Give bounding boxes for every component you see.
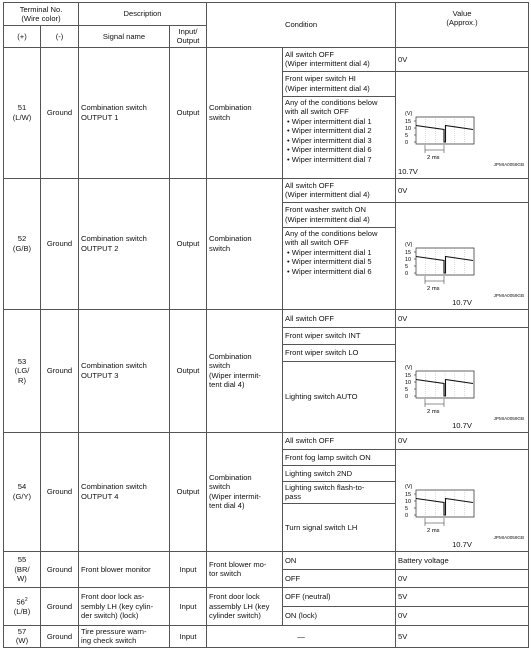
header-condition: Condition [207, 3, 396, 48]
header-minus: (-) [41, 26, 79, 48]
io-cell: Input [170, 625, 207, 647]
signal-name-line: OUTPUT 4 [81, 491, 119, 501]
condition-line: switch [209, 482, 231, 492]
waveform-time-label: 2 ms [427, 154, 440, 161]
condition-item-cell [283, 503, 396, 551]
condition-bullet: • Wiper intermittent dial 1 [285, 117, 393, 126]
condition-item-line: pass [285, 492, 302, 502]
condition-item-cell [283, 587, 396, 606]
table-body [4, 47, 529, 647]
waveform-time-label: 2 ms [427, 408, 440, 415]
waveform-voltage: 10.7V [452, 421, 472, 431]
table-row [4, 625, 529, 647]
value-cell: 0V [396, 47, 529, 71]
waveform-tick-label: 15 [405, 249, 412, 256]
terminal-line: (W) [15, 636, 29, 646]
condition-cell [207, 309, 283, 432]
condition-line: tent dial 4) [209, 501, 245, 511]
signal-name-line: Combination switch [81, 103, 147, 113]
condition-item-line: Front fog lamp switch ON [285, 452, 371, 462]
header-value-line: Value [452, 9, 472, 18]
terminal-line: R) [17, 375, 26, 385]
condition-cell [207, 551, 283, 587]
condition-item-line: (Wiper intermittent dial 4) [285, 83, 370, 93]
header-description: Description [79, 3, 207, 26]
ground-cell: Ground [41, 47, 79, 178]
condition-item-cell [283, 344, 396, 361]
terminal-cell [4, 587, 41, 625]
condition-item-line: (Wiper intermittent dial 4) [285, 59, 370, 69]
terminal-line: 53 [17, 356, 27, 366]
header-io-line: Output [176, 36, 200, 46]
waveform-code: JPMIA0059GB [493, 161, 525, 167]
value-waveform-cell [396, 449, 529, 551]
signal-name-line: OUTPUT 1 [81, 112, 119, 122]
condition-bullet: • Wiper intermittent dial 6 [285, 267, 393, 276]
condition-item-line: (Wiper intermittent dial 4) [285, 190, 370, 200]
condition-item-cell [283, 71, 396, 96]
terminal-line: 54 [17, 482, 27, 492]
waveform-voltage: 10.7V [398, 167, 418, 177]
waveform-unit-label: (V) [405, 483, 413, 490]
waveform-unit-label: (V) [405, 110, 413, 117]
condition-line: (Wiper intermit- [209, 370, 261, 380]
condition-cell [207, 587, 283, 625]
terminal-line: (G/B) [12, 243, 32, 253]
condition-item-cell [283, 202, 396, 227]
value-cell: 5V [396, 625, 529, 647]
value-waveform-cell [396, 202, 529, 309]
condition-cell [207, 178, 283, 309]
io-cell: Output [170, 432, 207, 551]
waveform-tick-label: 15 [405, 491, 412, 498]
signal-name-line: Front blower monitor [81, 564, 151, 574]
header-io [170, 26, 207, 48]
io-cell: Output [170, 309, 207, 432]
condition-item-cell [283, 309, 396, 327]
terminal-line: 52 [17, 234, 27, 244]
terminal-cell [4, 178, 41, 309]
ground-cell: Ground [41, 178, 79, 309]
waveform-tick-label: 5 [405, 386, 409, 393]
condition-item-line: Lighting switch 2ND [285, 468, 353, 478]
condition-item-line: All switch OFF [285, 49, 334, 59]
signal-name-cell [79, 587, 170, 625]
value-cell: 0V [396, 309, 529, 327]
condition-line: switch [209, 243, 231, 253]
condition-line: switch [209, 112, 231, 122]
condition-bullet-list [285, 248, 393, 276]
condition-line: Combination [209, 234, 252, 244]
terminal-superscript: 2 [24, 596, 28, 603]
header-terminal [4, 3, 79, 26]
waveform-unit-label: (V) [405, 364, 413, 371]
terminal-cell [4, 625, 41, 647]
condition-item-line: Any of the conditions below [285, 97, 378, 107]
signal-name-cell [79, 309, 170, 432]
header-terminal-line: (Wire color) [21, 14, 61, 23]
condition-line: Front door lock [209, 592, 260, 602]
waveform-plot [404, 109, 476, 165]
condition-item-line: Any of the conditions below [285, 228, 378, 238]
ground-cell: Ground [41, 625, 79, 647]
terminal-line: 55 [17, 555, 27, 565]
waveform-tick-label: 0 [405, 270, 409, 277]
terminal-color: (L/B) [13, 606, 31, 616]
terminal-line: (G/Y) [12, 491, 32, 501]
signal-name-line: Tire pressure warn- [81, 626, 147, 636]
table-row [4, 432, 529, 449]
waveform-voltage: 10.7V [452, 298, 472, 308]
header-io-text [172, 27, 204, 46]
condition-item-cell [283, 569, 396, 587]
condition-item-line: with all switch OFF [285, 238, 349, 248]
condition-line: Combination [209, 103, 252, 113]
condition-line: assembly LH (key [209, 601, 270, 611]
signal-name-line: OUTPUT 2 [81, 243, 119, 253]
waveform-tick-label: 0 [405, 139, 409, 146]
table-row [4, 309, 529, 327]
io-cell: Input [170, 587, 207, 625]
terminal-cell [4, 551, 41, 587]
ground-cell: Ground [41, 309, 79, 432]
value-cell: 0V [396, 432, 529, 449]
signal-name-line: sembly LH (key cylin- [81, 601, 154, 611]
condition-cell [207, 432, 283, 551]
waveform-plot [404, 363, 476, 419]
condition-item-cell [283, 47, 396, 71]
waveform-tick-label: 5 [405, 505, 409, 512]
condition-item-cell [283, 227, 396, 309]
condition-bullet: • Wiper intermittent dial 7 [285, 155, 393, 164]
header-value [396, 3, 529, 48]
signal-name-line: Combination switch [81, 482, 147, 492]
value-waveform-cell [396, 71, 529, 178]
waveform-tick-label: 10 [405, 256, 412, 263]
terminal-line: (L/W) [12, 112, 32, 122]
table-row [4, 47, 529, 71]
table-row [4, 551, 529, 569]
waveform-tick-label: 10 [405, 498, 412, 505]
condition-item-line: Front wiper switch HI [285, 74, 356, 84]
condition-item-line: ON (lock) [285, 611, 318, 621]
condition-line: (Wiper intermit- [209, 491, 261, 501]
header-value-text [398, 9, 526, 28]
header-io-line: Input/ [178, 27, 198, 36]
waveform-plot [404, 482, 476, 538]
condition-item-cell [283, 327, 396, 344]
condition-item-line: ON [285, 555, 297, 565]
condition-item-cell [283, 432, 396, 449]
header-terminal-line: Terminal No. [19, 4, 63, 14]
condition-item-line: Lighting switch AUTO [285, 392, 358, 402]
condition-bullet-list [285, 117, 393, 164]
waveform-tick-label: 5 [405, 132, 409, 139]
waveform-tick-label: 0 [405, 393, 409, 400]
waveform-tick-label: 15 [405, 372, 412, 379]
waveform-tick-label: 5 [405, 263, 409, 270]
condition-item-cell [283, 361, 396, 432]
terminal-line: 51 [17, 103, 27, 113]
terminal-cell [4, 309, 41, 432]
condition-item-line: Turn signal switch LH [285, 522, 358, 532]
signal-name-line: der switch) (lock) [81, 611, 139, 621]
header-plus: (+) [4, 26, 41, 48]
io-cell: Output [170, 178, 207, 309]
signal-name-line: Combination switch [81, 361, 147, 371]
condition-bullet: • Wiper intermittent dial 1 [285, 248, 393, 257]
condition-line: tent dial 4) [209, 380, 245, 390]
condition-item-cell [283, 178, 396, 202]
condition-item-line: OFF (neutral) [285, 592, 331, 602]
condition-item-cell [283, 481, 396, 503]
terminal-number: $56^2$ [16, 596, 28, 607]
waveform-tick-label: 0 [405, 512, 409, 519]
waveform-code: JPMIA0059GB [493, 292, 525, 298]
io-cell: Input [170, 551, 207, 587]
signal-name-line: OUTPUT 3 [81, 370, 119, 380]
terminal-cell [4, 432, 41, 551]
condition-line: Combination [209, 352, 252, 361]
signal-name-cell [79, 47, 170, 178]
condition-item-line: All switch OFF [285, 313, 334, 323]
signal-name-cell [79, 551, 170, 587]
condition-item-line: Lighting switch flash-to- [285, 482, 365, 492]
signal-name-line: ing check switch [81, 636, 137, 646]
condition-item-line: (Wiper intermittent dial 4) [285, 214, 370, 224]
condition-line: tor switch [209, 569, 242, 579]
table-row [4, 587, 529, 606]
table-row [4, 178, 529, 202]
header-value-line: (Approx.) [446, 18, 478, 28]
condition-item-line: with all switch OFF [285, 107, 349, 117]
waveform-tick-label: 15 [405, 118, 412, 125]
condition-item-line: Front wiper switch LO [285, 348, 359, 358]
ground-cell: Ground [41, 587, 79, 625]
value-cell: Battery voltage [396, 551, 529, 569]
header-terminal-text [6, 5, 76, 24]
waveform-plot [404, 240, 476, 296]
signal-name-line: Front door lock as- [81, 592, 145, 602]
ground-cell: Ground [41, 432, 79, 551]
condition-item-line: OFF [285, 573, 301, 583]
signal-name-line: Combination switch [81, 234, 147, 244]
signal-name-cell [79, 178, 170, 309]
terminal-line: W) [17, 574, 27, 584]
waveform-tick-label: 10 [405, 125, 412, 132]
terminal-spec-table [3, 2, 529, 648]
header-signal-name: Signal name [79, 26, 170, 48]
value-cell: 0V [396, 569, 529, 587]
condition-line: Front blower mo- [209, 559, 267, 569]
value-waveform-cell [396, 327, 529, 432]
waveform-code: JPMIA0059GB [493, 415, 525, 421]
terminal-line: 57 [17, 626, 27, 636]
condition-item-cell [283, 606, 396, 625]
io-cell: Output [170, 47, 207, 178]
condition-cell: — [207, 625, 396, 647]
value-cell: 0V [396, 178, 529, 202]
terminal-line: (LG/ [14, 366, 30, 376]
condition-item-line: Front washer switch ON [285, 205, 367, 215]
signal-name-cell [79, 432, 170, 551]
terminal-cell [4, 47, 41, 178]
waveform-voltage: 10.7V [452, 540, 472, 550]
condition-cell [207, 47, 283, 178]
waveform-time-label: 2 ms [427, 285, 440, 292]
condition-bullet: • Wiper intermittent dial 2 [285, 126, 393, 135]
ground-cell: Ground [41, 551, 79, 587]
value-cell: 0V [396, 606, 529, 625]
condition-item-cell [283, 96, 396, 178]
condition-bullet: • Wiper intermittent dial 3 [285, 136, 393, 145]
condition-line: cylinder switch) [209, 611, 261, 621]
waveform-unit-label: (V) [405, 241, 413, 248]
condition-item-cell [283, 551, 396, 569]
waveform-tick-label: 10 [405, 379, 412, 386]
value-cell: 5V [396, 587, 529, 606]
condition-item-line: All switch OFF [285, 436, 334, 446]
condition-bullet: • Wiper intermittent dial 6 [285, 145, 393, 154]
condition-line: switch [209, 361, 231, 371]
condition-item-cell [283, 449, 396, 465]
condition-line: Combination [209, 473, 252, 482]
condition-item-line: All switch OFF [285, 180, 334, 190]
signal-name-cell [79, 625, 170, 647]
condition-item-cell [283, 465, 396, 481]
condition-bullet: • Wiper intermittent dial 5 [285, 257, 393, 266]
waveform-time-label: 2 ms [427, 527, 440, 534]
terminal-line: (BR/ [14, 564, 30, 574]
condition-item-line: Front wiper switch INT [285, 331, 361, 341]
waveform-code: JPMIA0059GB [493, 534, 525, 540]
